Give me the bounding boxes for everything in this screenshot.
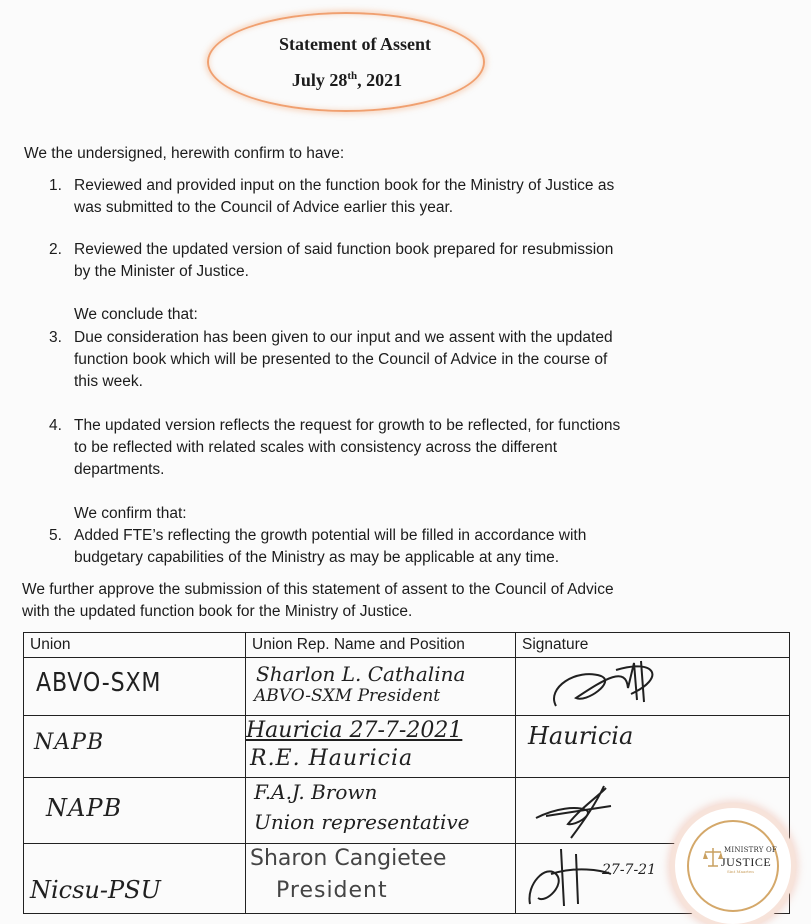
item-4-line-1: The updated version reflects the request for growth to be reflected, for functions (74, 417, 621, 434)
document-title: Statement of Assent (279, 34, 431, 54)
table-row (24, 778, 790, 844)
row-1-union: ABVO-SXM (36, 668, 162, 698)
item-5-line-2: budgetary capabilities of the Ministry as may be applicable at any time. (74, 549, 560, 566)
row-3-union: NAPB (46, 794, 123, 822)
row-2-signature: Hauricia (528, 722, 634, 750)
item-3-line-1: Due consideration has been given to our input and we assent with the updated (74, 329, 613, 346)
item-4-line-3: departments. (74, 461, 165, 478)
item-5-line-1: Added FTE’s reflecting the growth potential will be filled in accordance with (74, 527, 587, 544)
item-2-line-1: Reviewed the updated version of said function book prepared for resubmission (74, 241, 614, 258)
item-3-line-2: function book which will be presented to the Council of Advice in the course of (74, 351, 608, 368)
approval-line-2: with the updated function book for the Ministry of Justice. (22, 603, 413, 620)
seal-text-country: Sint Maarten (727, 869, 754, 874)
row-1-union-cell (24, 658, 246, 716)
row-4-rep-position: President (276, 878, 388, 903)
confirm-heading: We confirm that: (74, 505, 187, 522)
row-1-signature (516, 658, 788, 716)
seal-text-justice: JUSTICE (721, 855, 772, 869)
intro-text: We the undersigned, herewith confirm to have: (24, 145, 345, 162)
item-4-number: 4. (49, 417, 62, 434)
row-4-union: Nicsu-PSU (30, 876, 161, 904)
item-4-line-2: to be reflected with related scales with consistency across the different (74, 439, 558, 456)
row-1-rep-cell (246, 658, 516, 716)
row-3-rep-cell (246, 778, 516, 844)
row-1-signature-cell (516, 658, 790, 716)
item-3-number: 3. (49, 329, 62, 346)
item-2-line-2: by the Minister of Justice. (74, 263, 249, 280)
approval-line-1: We further approve the submission of this statement of assent to the Council of Advice (22, 581, 614, 598)
item-5-number: 5. (49, 527, 62, 544)
conclude-heading: We conclude that: (74, 306, 198, 323)
table-header-row (24, 633, 790, 658)
item-2-number: 2. (49, 241, 62, 258)
row-3-rep-position: Union representative (254, 810, 470, 834)
header-union: Union (24, 633, 246, 658)
seal-text-ministry: MINISTRY OF (724, 846, 777, 854)
table-row (24, 658, 790, 716)
scales-of-justice-icon (703, 846, 723, 870)
row-1-rep-name: Sharlon L. Cathalina (256, 662, 466, 686)
row-4-rep-name: Sharon Cangietee (250, 846, 447, 871)
table-row (24, 716, 790, 778)
item-1-line-2: was submitted to the Council of Advice earlier this year. (74, 199, 454, 216)
header-rep: Union Rep. Name and Position (246, 633, 516, 658)
item-1-line-1: Reviewed and provided input on the function book for the Ministry of Justice as (74, 177, 615, 194)
header-signature: Signature (516, 633, 790, 658)
row-2-union-cell (24, 716, 246, 778)
ministry-seal (675, 808, 791, 924)
row-4-signature-mark (516, 844, 676, 914)
row-2-rep-cell (246, 716, 516, 778)
row-3-rep-name: F.A.J. Brown (254, 780, 378, 804)
row-2-rep-name: Hauricia 27-7-2021 (246, 718, 463, 743)
title-oval (207, 12, 485, 112)
item-3-line-3: this week. (74, 373, 143, 390)
row-3-union-cell (24, 778, 246, 844)
row-1-rep-position: ABVO-SXM President (254, 686, 441, 706)
row-2-signature-cell (516, 716, 790, 778)
document-date: July 28th, 2021 (291, 70, 403, 90)
row-2-union: NAPB (34, 730, 105, 755)
row-4-signature-date: 27-7-21 (602, 862, 656, 878)
table-row (24, 844, 790, 914)
item-1-number: 1. (49, 177, 62, 194)
row-4-rep-cell (246, 844, 516, 914)
row-4-union-cell (24, 844, 246, 914)
row-2-rep-position: R.E. Hauricia (250, 746, 414, 771)
